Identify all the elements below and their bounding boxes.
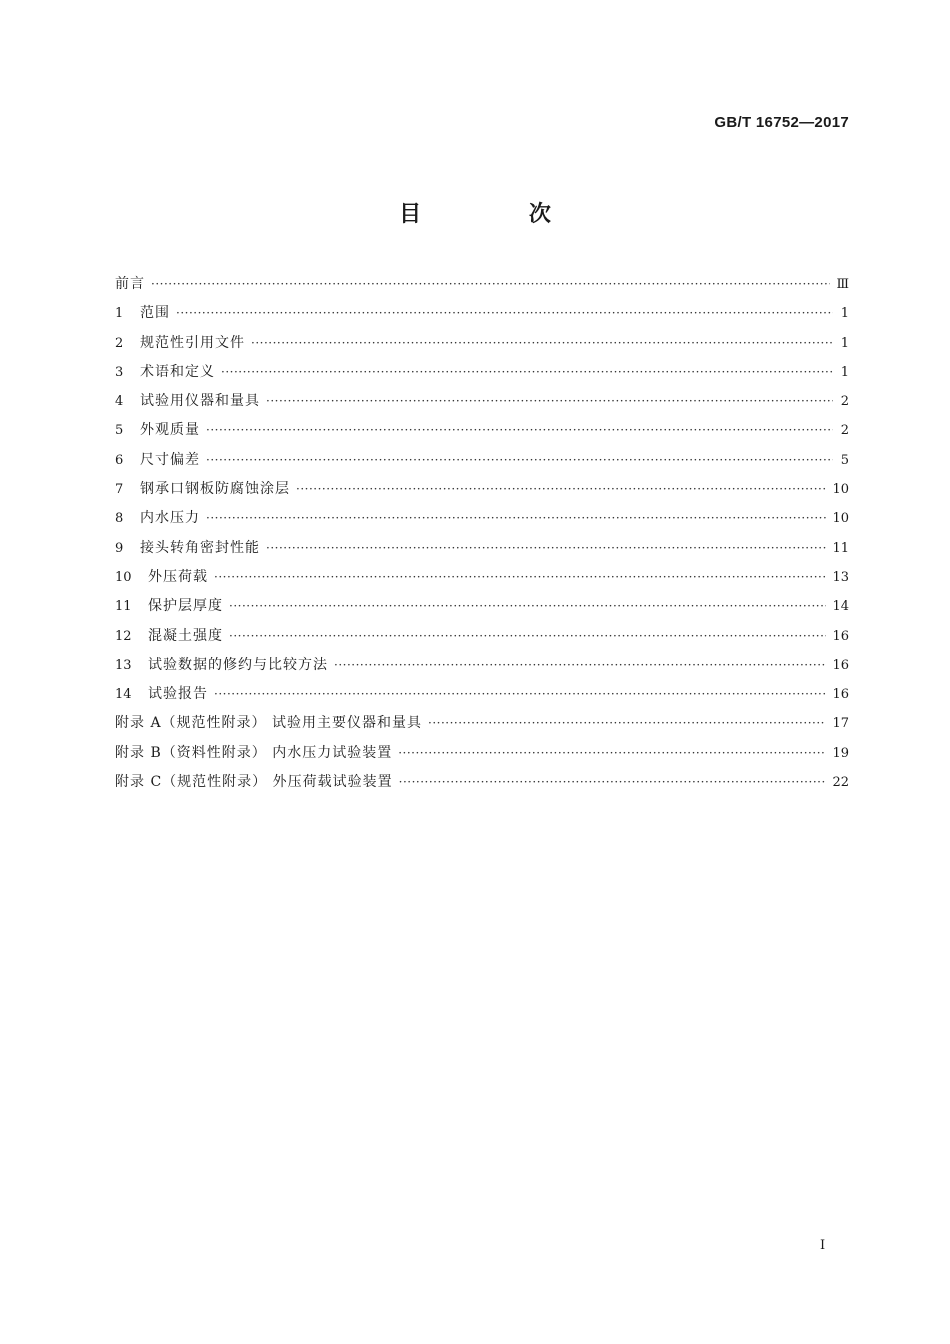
toc-entry-label: 接头转角密封性能 <box>140 539 260 556</box>
toc-entry-number: 9 <box>115 540 124 556</box>
toc-entry-number: 12 <box>115 628 132 644</box>
toc-leader-dots <box>266 534 826 563</box>
toc-entry-label: 内水压力 <box>140 510 200 527</box>
toc-entry-number: 4 <box>115 394 124 410</box>
toc-entry-label: 试验报告 <box>148 686 208 703</box>
toc-entry-4[interactable] <box>115 387 849 416</box>
toc-entry-number: 11 <box>115 599 132 615</box>
toc-entry-page: 2 <box>840 394 849 410</box>
toc-leader-dots <box>251 329 833 358</box>
toc-entry-annex-a[interactable] <box>115 709 849 738</box>
toc-entry-label: 附录 A（规范性附录） 试验用主要仪器和量具 <box>115 715 423 732</box>
toc-leader-dots <box>206 416 833 445</box>
toc-leader-dots <box>151 270 830 299</box>
toc-entry-12[interactable] <box>115 622 849 651</box>
toc-entry-3[interactable] <box>115 358 849 387</box>
toc-entry-14[interactable] <box>115 680 849 709</box>
toc-leader-dots <box>206 504 826 533</box>
toc-entry-number: 5 <box>115 423 124 439</box>
toc-entry-number: 8 <box>115 511 124 527</box>
toc-entry-number: 7 <box>115 482 124 498</box>
toc-entry-page: 11 <box>832 540 849 556</box>
toc-entry-label: 外观质量 <box>140 422 200 439</box>
toc-leader-dots <box>221 358 833 387</box>
toc-entry-number: 3 <box>115 364 124 380</box>
toc-entry-page: 1 <box>840 306 849 322</box>
page-number: I <box>820 1238 826 1253</box>
toc-entry-label: 试验用仪器和量具 <box>140 393 260 410</box>
toc-entry-page: 10 <box>832 511 849 527</box>
toc-entry-page: 17 <box>832 716 849 732</box>
toc-entry-label: 混凝土强度 <box>148 627 223 644</box>
toc-entry-label: 范围 <box>140 305 170 322</box>
toc-entry-label: 规范性引用文件 <box>140 334 245 351</box>
toc-entry-number: 6 <box>115 452 124 468</box>
toc-entry-label: 外压荷载 <box>148 568 208 585</box>
toc-entry-page: 19 <box>832 745 849 761</box>
toc-leader-dots <box>398 739 826 768</box>
toc-leader-dots <box>266 387 833 416</box>
standard-number: GB/T 16752—2017 <box>714 114 849 131</box>
toc-entry-number: 14 <box>115 687 132 703</box>
toc-entry-number: 13 <box>115 657 132 673</box>
toc-leader-dots <box>214 680 826 709</box>
toc-title: 目 次 <box>399 202 601 227</box>
toc-entry-label: 钢承口钢板防腐蚀涂层 <box>140 481 290 498</box>
toc-entry-page: 16 <box>832 687 849 703</box>
toc-leader-dots <box>334 651 826 680</box>
toc-entry-label: 保护层厚度 <box>148 598 223 615</box>
toc-entry-foreword[interactable] <box>115 270 849 299</box>
toc-entry-10[interactable] <box>115 563 849 592</box>
toc-entry-number: 10 <box>115 569 132 585</box>
toc-entry-page: 16 <box>832 657 849 673</box>
toc-entry-annex-c[interactable] <box>115 768 849 797</box>
toc-entry-page: Ⅲ <box>836 277 849 292</box>
toc-leader-dots <box>229 622 826 651</box>
toc-leader-dots <box>229 592 826 621</box>
toc-leader-dots <box>428 709 826 738</box>
toc-entry-number: 2 <box>115 335 124 351</box>
toc-entry-page: 22 <box>832 775 849 791</box>
toc-entry-page: 13 <box>832 569 849 585</box>
toc-leader-dots <box>399 768 827 797</box>
toc-entry-6[interactable] <box>115 446 849 475</box>
toc-entry-label: 附录 B（资料性附录） 内水压力试验装置 <box>115 744 393 761</box>
toc-entry-label: 尺寸偏差 <box>140 451 200 468</box>
toc-entry-annex-b[interactable] <box>115 739 849 768</box>
toc-entry-page: 1 <box>840 335 849 351</box>
toc-entry-label: 术语和定义 <box>140 363 215 380</box>
toc-list <box>115 270 849 797</box>
toc-entry-1[interactable] <box>115 299 849 328</box>
toc-entry-8[interactable] <box>115 504 849 533</box>
toc-entry-label: 试验数据的修约与比较方法 <box>148 656 328 673</box>
toc-entry-7[interactable] <box>115 475 849 504</box>
toc-entry-page: 16 <box>832 628 849 644</box>
toc-entry-9[interactable] <box>115 534 849 563</box>
toc-entry-2[interactable] <box>115 329 849 358</box>
toc-leader-dots <box>176 299 833 328</box>
toc-entry-11[interactable] <box>115 592 849 621</box>
toc-entry-5[interactable] <box>115 416 849 445</box>
toc-entry-page: 10 <box>832 482 849 498</box>
toc-entry-page: 2 <box>840 423 849 439</box>
toc-entry-page: 5 <box>840 452 849 468</box>
toc-entry-number: 1 <box>115 306 124 322</box>
toc-leader-dots <box>214 563 826 592</box>
toc-entry-label: 附录 C（规范性附录） 外压荷载试验装置 <box>115 774 393 791</box>
toc-leader-dots <box>296 475 826 504</box>
toc-entry-13[interactable] <box>115 651 849 680</box>
toc-entry-page: 1 <box>840 364 849 380</box>
toc-entry-label: 前言 <box>115 276 145 292</box>
toc-entry-page: 14 <box>832 599 849 615</box>
toc-leader-dots <box>206 446 833 475</box>
